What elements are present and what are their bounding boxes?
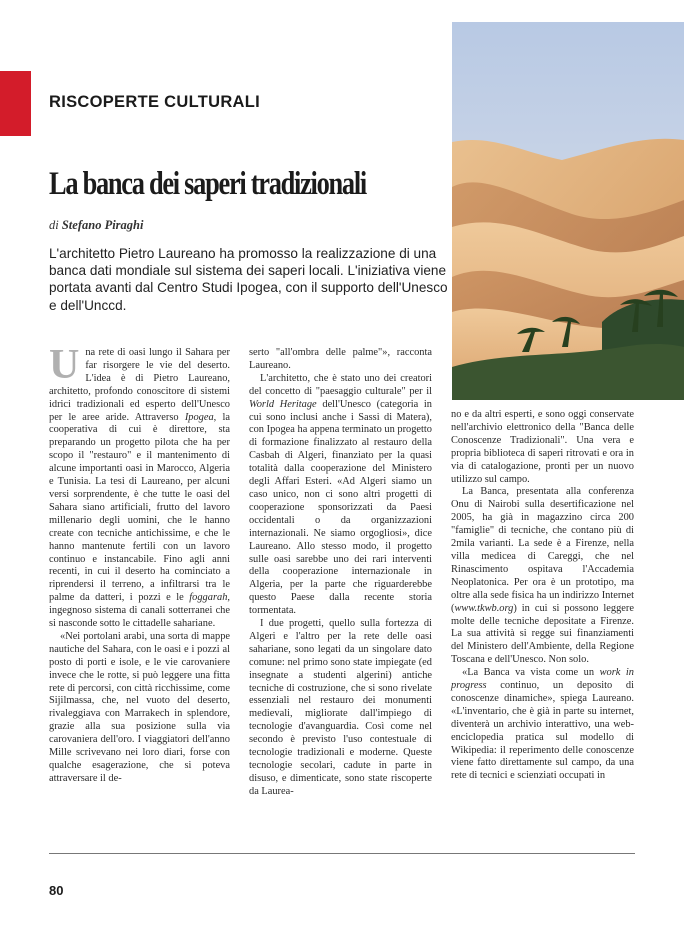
text-run: «La Banca va vista come un — [462, 667, 600, 679]
text-run: L'architetto, che è stato uno dei creatori del concetto di "paesaggio culturale" per il — [249, 372, 432, 397]
column-3-paragraph-2 — [451, 486, 634, 667]
section-color-tab — [0, 71, 31, 136]
text-run: dell'Unesco (categoria in cui sono inclusi anche i Sassi di Matera), con Ipogea ha appena terminato un progetto di formazione finalizzato al restauro della Casbah di Algeri, finanziato per la quasi totalità dalla cooperazione del Ministero degli Affari Esteri. «Ad Algeri siamo un caso unico, non ci sono altri progetti di cooperazione sponsorizzati da Paesi occidentali o da organizzazioni internazionali. Ne siamo orgogliosi», dice Laureano. Allo stesso modo, il progetto sulle oasi sarebbe uno dei rari interventi della cooperazione internazionale in Algeria, per la parte che riguarderebbe questo Paese dalla recente storia tormentata. — [249, 398, 432, 617]
column-1-paragraph-1 — [49, 342, 230, 631]
byline-prefix: di — [49, 218, 59, 232]
text-run-italic: Ipogea — [184, 411, 214, 423]
text-run-italic: foggarah — [189, 592, 228, 604]
column-2-paragraph-1: serto "all'ombra delle palme"», racconta Laureano. — [249, 347, 432, 371]
section-label: RISCOPERTE CULTURALI — [49, 93, 261, 111]
article-column-2 — [249, 347, 432, 799]
text-run: , la cooperativa di cui è direttore, sta preparando un progetto pilota che ha per scopo il "restauro" e il mantenimento di alcune importanti oasi in Marocco, Algeria e Tunisia. La tesi di Laureano, per alcuni versi sorprendente, è che tutte le oasi del Sahara siano artificiali, frutto del lavoro millenario degli uomini, che le hanno create con tecniche antichissime, e che le hanno mantenute fertili con un lavoro continuo e instancabile. Fino agli anni recenti, in cui il deserto ha cominciato a riprendersi il terreno, a infiltrarsi tra le palme da datteri, i pozzi e le — [49, 411, 230, 604]
website-url: www.tkwb.org — [454, 602, 514, 614]
text-run-italic: World Heritage — [249, 398, 317, 410]
article-title: La banca dei saperi tradizionali — [49, 166, 366, 202]
text-run: na rete di oasi lungo il Sahara per far risorgere le vie del deserto. L'idea è di Pietro Laureano, architetto, profondo conoscitore di sistemi idrici tradizionali ed esperto dell'Unesco per le aree aride. Attraverso — [49, 347, 230, 423]
column-2-paragraph-2 — [249, 373, 432, 618]
column-3-paragraph-1: no e da altri esperti, e sono oggi conservate nell'archivio elettronico della "Banca delle Conoscenze Tradizionali". Una vera e propria biblioteca di saperi ritrovati e ora in via di catalogazione, pronti per un nuovo utilizzo sul campo. — [451, 409, 634, 485]
article-lead: L'architetto Pietro Laureano ha promosso la realizzazione di una banca dati mondiale sul sistema dei saperi locali. L'iniziativa viene portata avanti dal Centro Studi Ipogea, con il supporto dell'Unesco e dell'Unccd. — [49, 246, 448, 313]
drop-cap: U — [49, 342, 80, 388]
text-run: continuo, un deposito di conoscenze dinamiche», spiega Laureano. «L'inventario, che è già in parte su internet, diventerà un archivio interattivo, una web-enciclopedia pratica sul modello di Wikipedia: il reperimento delle conoscenze viene fatto direttamente sul campo, da una rete di tecnici e scienziati occupati in — [451, 680, 634, 782]
byline — [49, 218, 143, 233]
byline-author: Stefano Piraghi — [61, 218, 144, 232]
text-run: La Banca, presentata alla conferenza Onu di Nairobi sulla desertificazione nel 2005, ha già in magazzino circa 200 "famiglie" di tecniche, che contano più di 2mila varianti. La sede è a Firenze, nella villa medicea di Careggi, che nel Rinascimento ospitava l'Accademia Neoplatonica. Per ora è un prototipo, ma oltre alla sede fisica ha un indirizzo Internet ( — [451, 486, 634, 614]
column-3-paragraph-3 — [451, 667, 634, 783]
text-run: ) in cui si possono leggere molte delle tecniche depositate a Firenze. La sua attività si regge sui finanziamenti del Ministero dell'Ambiente, della Regione Toscana e dell'Unesco. Non solo. — [451, 602, 634, 666]
text-run-italic: work in progress — [451, 667, 634, 692]
article-column-3 — [451, 409, 634, 783]
column-1-paragraph-2: «Nei portolani arabi, una sorta di mappe nautiche del Sahara, con le oasi e i pozzi al posto di porti e isole, e le vie carovaniere invece che le rotte, si può leggere una fitta rete di percorsi, con città ricchissime, come Sijilmassa, che, nel vuoto del deserto, rivaleggiava con Marrakech in splendore, grazie alla sua posizione sulla via carovaniera dell'oro. I viaggiatori dell'anno Mille scrivevano nei loro diari, forse con qualche esagerazione, che si poteva attraversare il de- — [49, 630, 230, 784]
text-run: , ingegnoso sistema di canali sotterranei che si nasconde sotto le cittadelle sahariane. — [49, 592, 230, 630]
desert-dunes-with-palms-photo — [452, 22, 684, 400]
article-column-1 — [49, 342, 230, 786]
page-number: 80 — [49, 883, 64, 898]
column-2-paragraph-3: I due progetti, quello sulla fortezza di Algeri e l'altro per la rete delle oasi sahariane, sono legati da un singolare dato comune: nel primo sono state impiegate (ed insegnate a studenti algerini) antiche tecniche di costruzione, che si sono rivelate essenziali nel restauro dei monumenti medievali, migliorate dall'impiego di tecnologie d'avanguardia. Così come nel secondo è previsto l'uso contestuale di tecnologie tradizionali e moderne. Queste tecnologie secolari, cadute in parte in disuso, e dimenticate, sono state riscoperte da Laurea- — [249, 618, 432, 797]
footer-rule — [49, 853, 635, 854]
